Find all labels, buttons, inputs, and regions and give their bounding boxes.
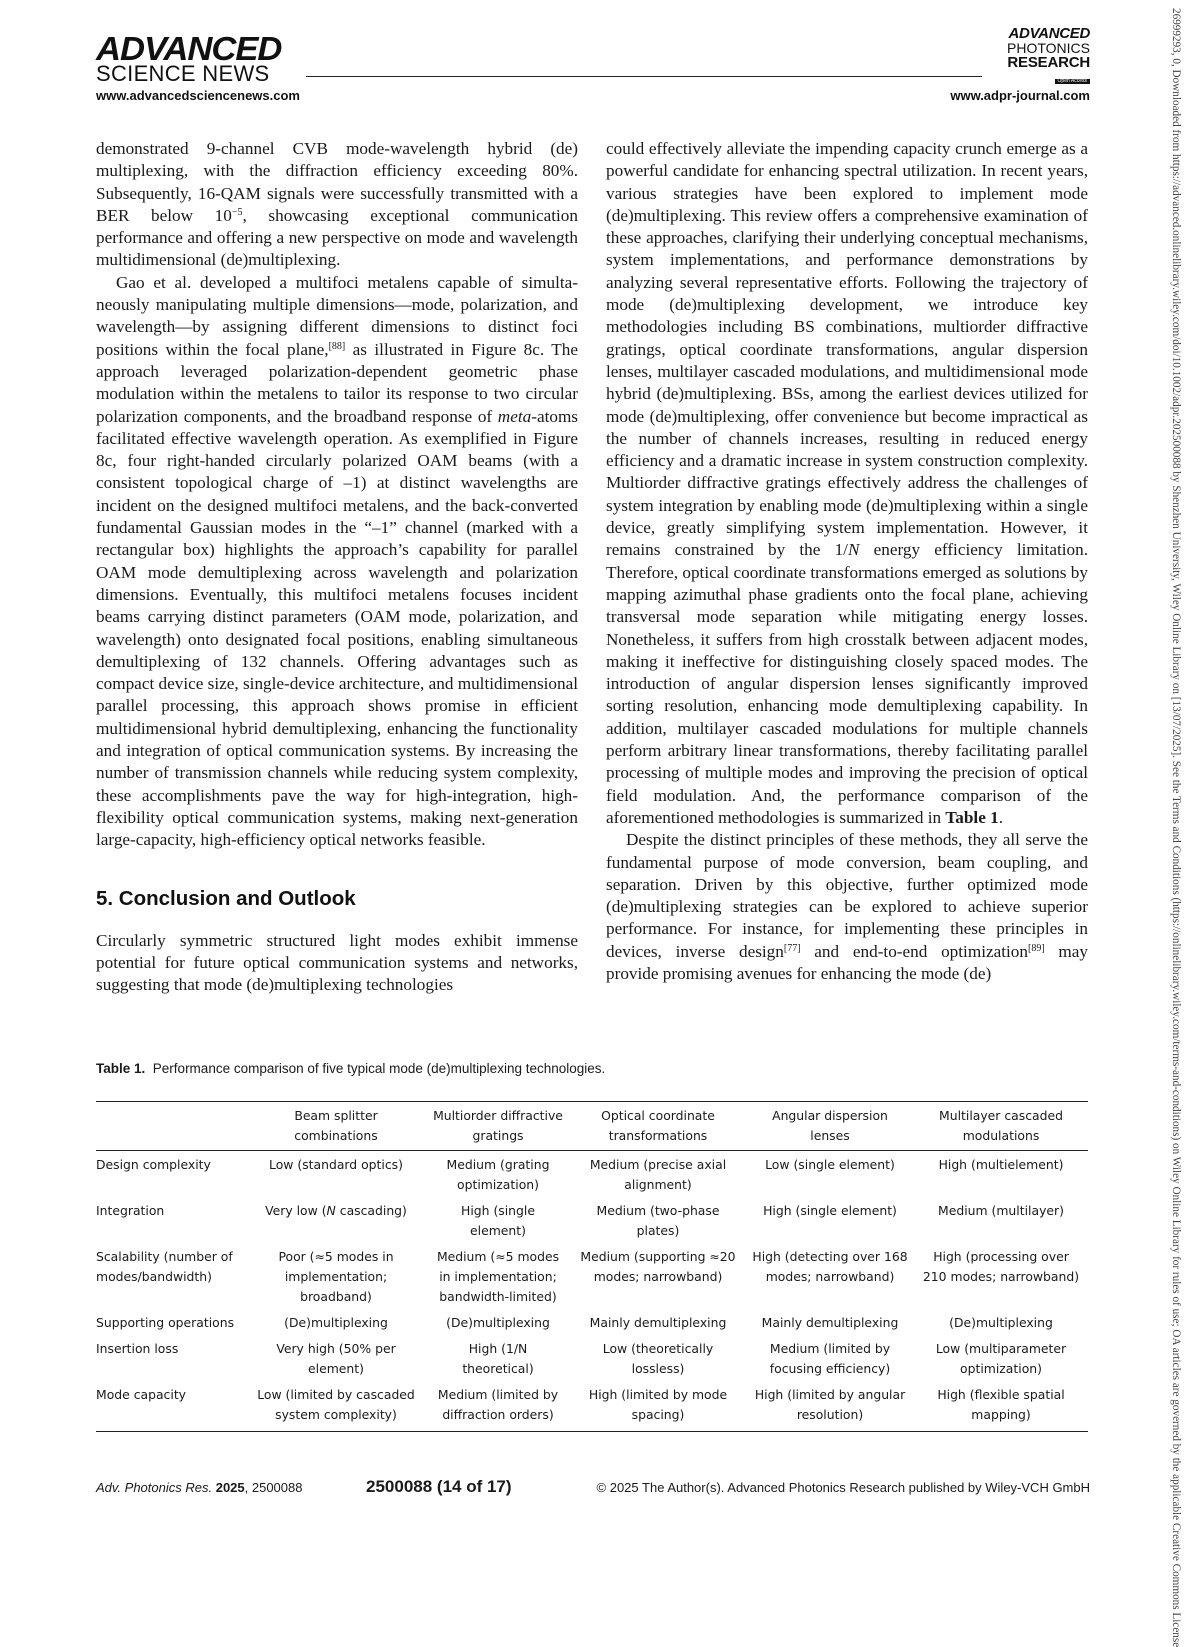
table-cell: (De)multiplexing: [446, 1315, 550, 1330]
left-column: [96, 138, 578, 996]
citation-link[interactable]: [89]: [1027, 942, 1045, 954]
table-cell: Very low (N cascading): [265, 1203, 407, 1218]
table-cell: High (flexible spatial mapping): [937, 1387, 1065, 1422]
publisher-url-link[interactable]: www.advancedsciencenews.com: [96, 88, 300, 103]
table-cell: High (processing over 210 modes; narrowband): [922, 1249, 1080, 1284]
table-cell: High (detecting over 168 modes; narrowband): [752, 1249, 908, 1284]
table-cell: High (multielement): [938, 1157, 1064, 1172]
table-header-cell: Multilayer cascaded modulations: [939, 1108, 1063, 1143]
publisher-logo-line1: ADVANCED: [96, 30, 282, 67]
paragraph: demonstrated 9-channel CVB mode-wavelength hybrid (de) multiplexing, with the diffraction efficiency exceeding 80%. Subsequently, 16-QAM signals were successfully transmitted with a BER below $10^{-5}$, showcasing exceptional communication performance and offering a new perspective on mode and wavelength multidimensional (de)multiplexing.: [96, 139, 578, 270]
table-cell: High (single element): [763, 1203, 897, 1218]
table-cell: Poor (≈5 modes in implementation; broadband): [278, 1249, 394, 1304]
row-label: Design complexity: [96, 1157, 211, 1172]
table-cell: Low (standard optics): [269, 1157, 403, 1172]
table-cell: (De)multiplexing: [949, 1315, 1053, 1330]
right-column: [606, 138, 1088, 985]
publisher-logo-line2: SCIENCE NEWS: [96, 61, 270, 86]
advanced-science-news-logo: [96, 30, 282, 86]
table-cell: Mainly demultiplexing: [761, 1315, 899, 1330]
table-cell: Low (single element): [765, 1157, 895, 1172]
table-cell: Low (limited by cascaded system complexity): [257, 1387, 415, 1422]
table-cell: (De)multiplexing: [284, 1315, 388, 1330]
table-cell: Medium (≈5 modes in implementation; bandwidth-limited): [436, 1249, 560, 1304]
open-access-badge: Open Access: [1055, 79, 1090, 84]
section-heading: 5. Conclusion and Outlook: [96, 886, 356, 910]
citation-link[interactable]: [77]: [783, 942, 801, 954]
citation-link[interactable]: [88]: [328, 340, 346, 352]
table-header-cell: Multiorder diffractive gratings: [433, 1108, 563, 1143]
table-row: [96, 1335, 1088, 1381]
table-cell: High (1/N theoretical): [462, 1341, 534, 1376]
table-caption-label: Table 1.: [96, 1061, 146, 1076]
table-cell: Low (theoretically lossless): [602, 1341, 714, 1376]
page-number: 2500088 (14 of 17): [366, 1477, 512, 1496]
paragraph: could effectively alleviate the impending capacity crunch emerge as a powerful candidate for enhancing spectral utilization. In recent years, various strategies have been explored to implement mode (de)multiplexing. This review offers a comprehensive examination of these approaches, clarifying their underlying conceptual mechanisms, system implementations, and performance demonstrations by analyzing several representative efforts. Following the trajectory of mode (de)multiplexing development, we introduce key methodologies including BS combinations, multiorder diffractive gratings, optical coordinate transformations, angular dispersion lenses, multilayer cascaded modulations, and multidimensional mode hybrid (de)multiplexing. BSs, among the earliest devices utilized for mode (de)multiplexing, offer convenience but become impractical as the number of channels increases, resulting in reduced energy efficiency and a dramatic increase in system construction complexity. Multiorder diffractive gratings effectively address the challenges of system integration by enabling mode (de)multiplexing within a single device, greatly simplifying system implementation. However, it remains constrained by the 1/N energy efficiency limitation. Therefore, optical coordinate transformations emerged as solutions by mapping azimuthal phase gradients onto the focal plane, achieving transversal mode separation while mitigating energy losses. Nonetheless, it suffers from high crosstalk between adjacent modes, making it ineffective for distinguishing closely spaced modes. The introduction of angular dispersion lenses significantly improved sorting resolution, enhancing mode demultiplexing capability. In addition, multilayer cascaded modulations for multiple channels perform arbitrary linear transformations, thereby facilitating parallel processing of multiple modes and improving the precision of optical field modulation. And, the performance comparison of the aforementioned methodologies is summarized in Table 1.: [606, 139, 1088, 827]
journal-logo-line1: ADVANCED: [1008, 25, 1090, 42]
table-reference-link[interactable]: Table 1: [945, 807, 999, 827]
table-row: [96, 1243, 1088, 1309]
table-cell: Mainly demultiplexing: [589, 1315, 727, 1330]
table-header-cell: Beam splitter combinations: [294, 1108, 378, 1143]
table-cell: Medium (limited by focusing efficiency): [769, 1341, 891, 1376]
table-row: [96, 1381, 1088, 1432]
table-caption-text: Performance comparison of five typical mode (de)multiplexing technologies.: [152, 1061, 606, 1076]
copyright-notice: © 2025 The Author(s). Advanced Photonics Research published by Wiley-VCH GmbH: [596, 1480, 1090, 1495]
paragraph: Circularly symmetric structured light modes exhibit immense potential for future optical communication systems and networks, suggesting that mode (de)multiplexing technologies: [96, 930, 578, 995]
table-cell: Medium (multilayer): [938, 1203, 1064, 1218]
table-cell: Medium (grating optimization): [446, 1157, 550, 1192]
table-header-cell: Optical coordinate transformations: [601, 1108, 715, 1143]
row-label: Insertion loss: [96, 1341, 179, 1356]
journal-url-link[interactable]: www.adpr-journal.com: [950, 88, 1090, 103]
table-cell: Low (multiparameter optimization): [935, 1341, 1067, 1376]
table-cell: Medium (supporting ≈20 modes; narrowband): [580, 1249, 736, 1284]
table-cell: Medium (precise axial alignment): [589, 1157, 727, 1192]
citation-info: Adv. Photonics Res. 2025, 2500088: [96, 1480, 303, 1495]
row-label: Scalability (number of modes/bandwidth): [96, 1249, 233, 1284]
table-cell: High (limited by mode spacing): [588, 1387, 728, 1422]
header-rule: [306, 76, 982, 77]
download-watermark: 26999293, 0, Downloaded from https://advanced.onlinelibrary.wiley.com/doi/10.1002/adpr.202500088 by Shenzhen University, Wiley Online Library on [13/07/2025]. See the Terms and Conditions (https://onlinelibrary.wiley.com/terms-and-conditions) on Wiley Online Library for rules of use; OA articles are governed by the applicable Creative Commons License: [1170, 8, 1182, 1647]
table-cell: Medium (limited by diffraction orders): [437, 1387, 559, 1422]
advanced-photonics-research-logo: [990, 26, 1090, 86]
table-header-row: [96, 1102, 1088, 1151]
table-header-cell: [96, 1102, 246, 1151]
paragraph: Gao et al. developed a multifoci metalens capable of simultaneously manipulating multiple dimensions—mode, polarization, and wavelength—by assigning different dimensions to distinct foci positions within the focal plane,[88] as illustrated in Figure 8c. The approach leveraged polarization-dependent geometric phase modulation within the metalens to tailor its response to two circular polarization components, and the broadband response of meta-atoms facilitated effective wavelength operation. As exemplified in Figure 8c, four right-handed circularly polarized OAM beams (with a consistent topological charge of –1) at distinct wavelengths are incident on the designed multifoci metalens, and the back-converted fundamental Gaussian modes in the “–1” channel (marked with a rectangular box) highlights the approach’s capability for parallel OAM mode demultiplexing across wavelength and polarization dimensions. Eventually, this multifoci metalens focuses incident beams carrying distinct parameters (OAM mode, polarization, and wavelength) onto designated focal positions, enabling simultaneous demultiplexing of 132 channels. Offering advantages such as compact device size, single-device architecture, and multidimensional parallel processing, this approach shows promise in efficient multidimensional hybrid demultiplexing, enhancing the functionality and integration of optical communication systems. By increasing the number of transmission channels while reducing system complexity, these accomplishments pave the way for high-integration, high-flexibility optical communication systems, making next-generation large-capacity, high-efficiency optical networks feasible.: [96, 272, 579, 850]
table-cell: Medium (two-phase plates): [596, 1203, 720, 1238]
table-row: [96, 1197, 1088, 1243]
table-row: [96, 1151, 1088, 1198]
paragraph: Despite the distinct principles of these methods, they all serve the fundamental purpose of mode conversion, beam coupling, and separation. Driven by this objective, further optimized mode (de)multiplexing strategies can be explored to achieve superior performance. For instance, for implementing these principles in devices, inverse design[77] and end-to-end optimization[89] may provide promising avenues for enhancing the mode (de): [606, 830, 1089, 983]
table-row: [96, 1309, 1088, 1335]
journal-logo-line2: PHOTONICS: [1007, 40, 1090, 56]
row-label: Supporting operations: [96, 1315, 235, 1330]
page-header: [96, 25, 1090, 107]
page-footer: [96, 1477, 1090, 1501]
table-cell: High (single element): [461, 1203, 535, 1238]
row-label: Mode capacity: [96, 1387, 187, 1402]
table-header-cell: Angular dispersion lenses: [772, 1108, 888, 1143]
comparison-table: [96, 1101, 1088, 1432]
table-cell: High (limited by angular resolution): [754, 1387, 906, 1422]
table-caption: [96, 1061, 605, 1076]
table-cell: Very high (50% per element): [276, 1341, 396, 1376]
row-label: Integration: [96, 1203, 165, 1218]
journal-logo-line3: RESEARCH: [1007, 54, 1090, 71]
